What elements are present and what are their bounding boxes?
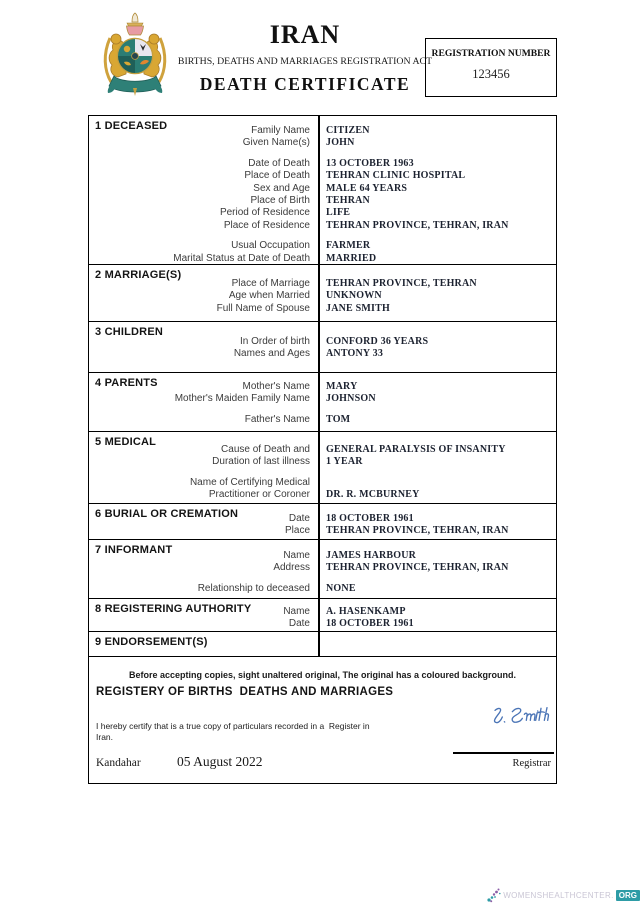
field-row — [89, 618, 556, 630]
field-value: 13 OCTOBER 1963 — [326, 157, 414, 169]
field-label: Place of Residence — [223, 219, 310, 231]
field-label: Place of Death — [244, 170, 310, 182]
registrar-signature — [487, 701, 551, 733]
field-label: Name — [283, 550, 310, 561]
blank-row — [89, 575, 556, 583]
field-row — [89, 525, 556, 537]
field-label: Father's Name — [244, 413, 310, 425]
field-value: TEHRAN — [326, 195, 370, 207]
field-label: Name — [283, 606, 310, 617]
field-row — [89, 348, 556, 360]
field-value: JANE SMITH — [326, 302, 390, 314]
issue-place: Kandahar — [96, 757, 141, 769]
field-row — [89, 393, 556, 405]
issue-date: 05 August 2022 — [177, 754, 263, 769]
field-value: MARY — [326, 381, 358, 392]
field-row — [89, 303, 556, 315]
field-label: Cause of Death and — [221, 444, 310, 455]
field-label: Place — [284, 525, 310, 537]
emblem-graphic — [102, 12, 168, 102]
field-value: LIFE — [326, 207, 351, 219]
field-value: JAMES HARBOUR — [326, 550, 417, 561]
field-row — [89, 489, 556, 501]
field-label: Place of Birth — [250, 195, 310, 207]
field-row — [89, 456, 556, 468]
copies-notice: Before accepting copies, sight unaltered original, The original has a coloured background. — [128, 670, 517, 680]
country-title: IRAN — [269, 20, 341, 49]
field-row — [89, 170, 556, 182]
section-title: 1 DECEASED — [95, 120, 168, 132]
field-value — [318, 477, 326, 489]
act-subtitle: BIRTHS, DEATHS AND MARRIAGES REGISTRATION ACT — [177, 56, 433, 67]
registrar-label: Registrar — [512, 758, 551, 769]
field-row — [89, 583, 556, 595]
section-title: 3 CHILDREN — [95, 326, 164, 338]
field-value: ANTONY 33 — [326, 348, 384, 360]
field-value: JOHNSON — [326, 393, 376, 405]
field-row — [89, 477, 556, 489]
certify-line-2: Iran. — [96, 732, 114, 742]
certification-statement — [96, 721, 370, 743]
field-label: Relationship to deceased — [197, 582, 310, 594]
registration-number-value: 123456 — [472, 67, 510, 81]
field-label: Given Name(s) — [242, 137, 310, 149]
watermark-text: WOMENSHEALTHCENTER. — [503, 890, 614, 900]
field-value: UNKNOWN — [326, 290, 382, 302]
field-label: Date of Death — [248, 157, 310, 169]
blank-row — [89, 406, 556, 414]
field-value: 18 OCTOBER 1961 — [326, 618, 414, 630]
blank-row — [89, 469, 556, 477]
field-row — [89, 220, 556, 232]
signature-line — [453, 752, 554, 754]
field-value: TEHRAN PROVINCE, TEHRAN, IRAN — [326, 525, 509, 537]
certify-line-1: I hereby certify that is a true copy of particulars recorded in a Register in — [96, 721, 370, 731]
field-label: Mother's Maiden Family Name — [174, 393, 310, 405]
registration-number-label: REGISTRATION NUMBER — [431, 48, 551, 59]
field-value: NONE — [326, 582, 356, 594]
field-value: TEHRAN CLINIC HOSPITAL — [326, 170, 466, 182]
section-title: 7 INFORMANT — [95, 544, 173, 556]
section-title: 2 MARRIAGE(S) — [95, 269, 182, 281]
section-title: 9 ENDORSEMENT(S) — [95, 636, 208, 648]
field-value: TEHRAN PROVINCE, TEHRAN, IRAN — [326, 219, 509, 231]
section-parents — [89, 372, 556, 431]
section-title: 4 PARENTS — [95, 377, 158, 389]
blank-row — [89, 150, 556, 158]
field-value: GENERAL PARALYSIS OF INSANITY — [326, 444, 506, 455]
iran-coat-of-arms-emblem — [102, 12, 168, 102]
field-label: Usual Occupation — [231, 240, 310, 252]
header-titles — [175, 20, 435, 95]
field-label: Practitioner or Coroner — [208, 489, 310, 501]
field-value: MARRIED — [326, 252, 377, 264]
section-title: 8 REGISTERING AUTHORITY — [95, 603, 252, 615]
section-medical — [89, 431, 556, 503]
field-row — [89, 158, 556, 170]
section-title: 5 MEDICAL — [95, 436, 157, 448]
field-row — [89, 240, 556, 252]
field-value: 1 YEAR — [326, 456, 363, 468]
field-value: TEHRAN PROVINCE, TEHRAN, IRAN — [326, 562, 509, 574]
field-label: Date — [288, 513, 310, 524]
section-notice — [89, 656, 556, 783]
field-label: Duration of last illness — [212, 456, 310, 468]
field-value: JOHN — [326, 137, 355, 149]
field-value: CONFORD 36 YEARS — [326, 336, 429, 347]
field-label: Sex and Age — [253, 182, 310, 194]
field-label: Age when Married — [228, 290, 310, 302]
field-label: Period of Residence — [219, 207, 310, 219]
section-burial-or-cremation — [89, 503, 556, 539]
field-value: MALE 64 YEARS — [326, 182, 408, 194]
field-label: Names and Ages — [233, 348, 310, 360]
field-row — [89, 195, 556, 207]
registration-number-box — [425, 38, 557, 97]
field-value: 18 OCTOBER 1961 — [326, 513, 414, 524]
section-marriages — [89, 264, 556, 321]
watermark-dots-icon — [487, 887, 501, 903]
watermark-org-badge: ORG — [616, 890, 640, 901]
field-label: Address — [273, 562, 310, 574]
certificate-table — [88, 115, 557, 784]
field-row — [89, 137, 556, 149]
section-registering-authority — [89, 598, 556, 631]
field-value: CITIZEN — [326, 125, 370, 136]
field-row — [89, 183, 556, 195]
field-label: Full Name of Spouse — [216, 302, 310, 314]
field-value: TEHRAN PROVINCE, TEHRAN — [326, 278, 477, 289]
field-value: A. HASENKAMP — [326, 606, 406, 617]
field-row — [89, 562, 556, 574]
field-row — [89, 381, 556, 393]
field-row — [89, 444, 556, 456]
field-row — [89, 414, 556, 426]
blank-row — [89, 232, 556, 240]
section-title: 6 BURIAL OR CREMATION — [95, 508, 239, 520]
section-children — [89, 321, 556, 372]
document-title: DEATH CERTIFICATE — [199, 74, 411, 94]
field-label: Name of Certifying Medical — [189, 476, 310, 488]
field-label: Place of Marriage — [231, 278, 310, 289]
field-value: TOM — [326, 413, 351, 425]
field-label: Family Name — [251, 125, 310, 136]
field-value: FARMER — [326, 240, 371, 252]
section-informant — [89, 539, 556, 598]
field-value: DR. R. MCBURNEY — [326, 489, 420, 501]
section-endorsements — [89, 631, 556, 656]
section-deceased — [89, 116, 556, 264]
field-label: Date — [288, 618, 310, 630]
field-row — [89, 207, 556, 219]
site-watermark — [487, 887, 640, 903]
field-row — [89, 290, 556, 302]
field-label: Marital Status at Date of Death — [173, 252, 310, 264]
field-label: Mother's Name — [242, 381, 310, 392]
field-label: In Order of birth — [239, 336, 310, 347]
registry-title: REGISTERY OF BIRTHS DEATHS AND MARRIAGES — [96, 686, 394, 698]
